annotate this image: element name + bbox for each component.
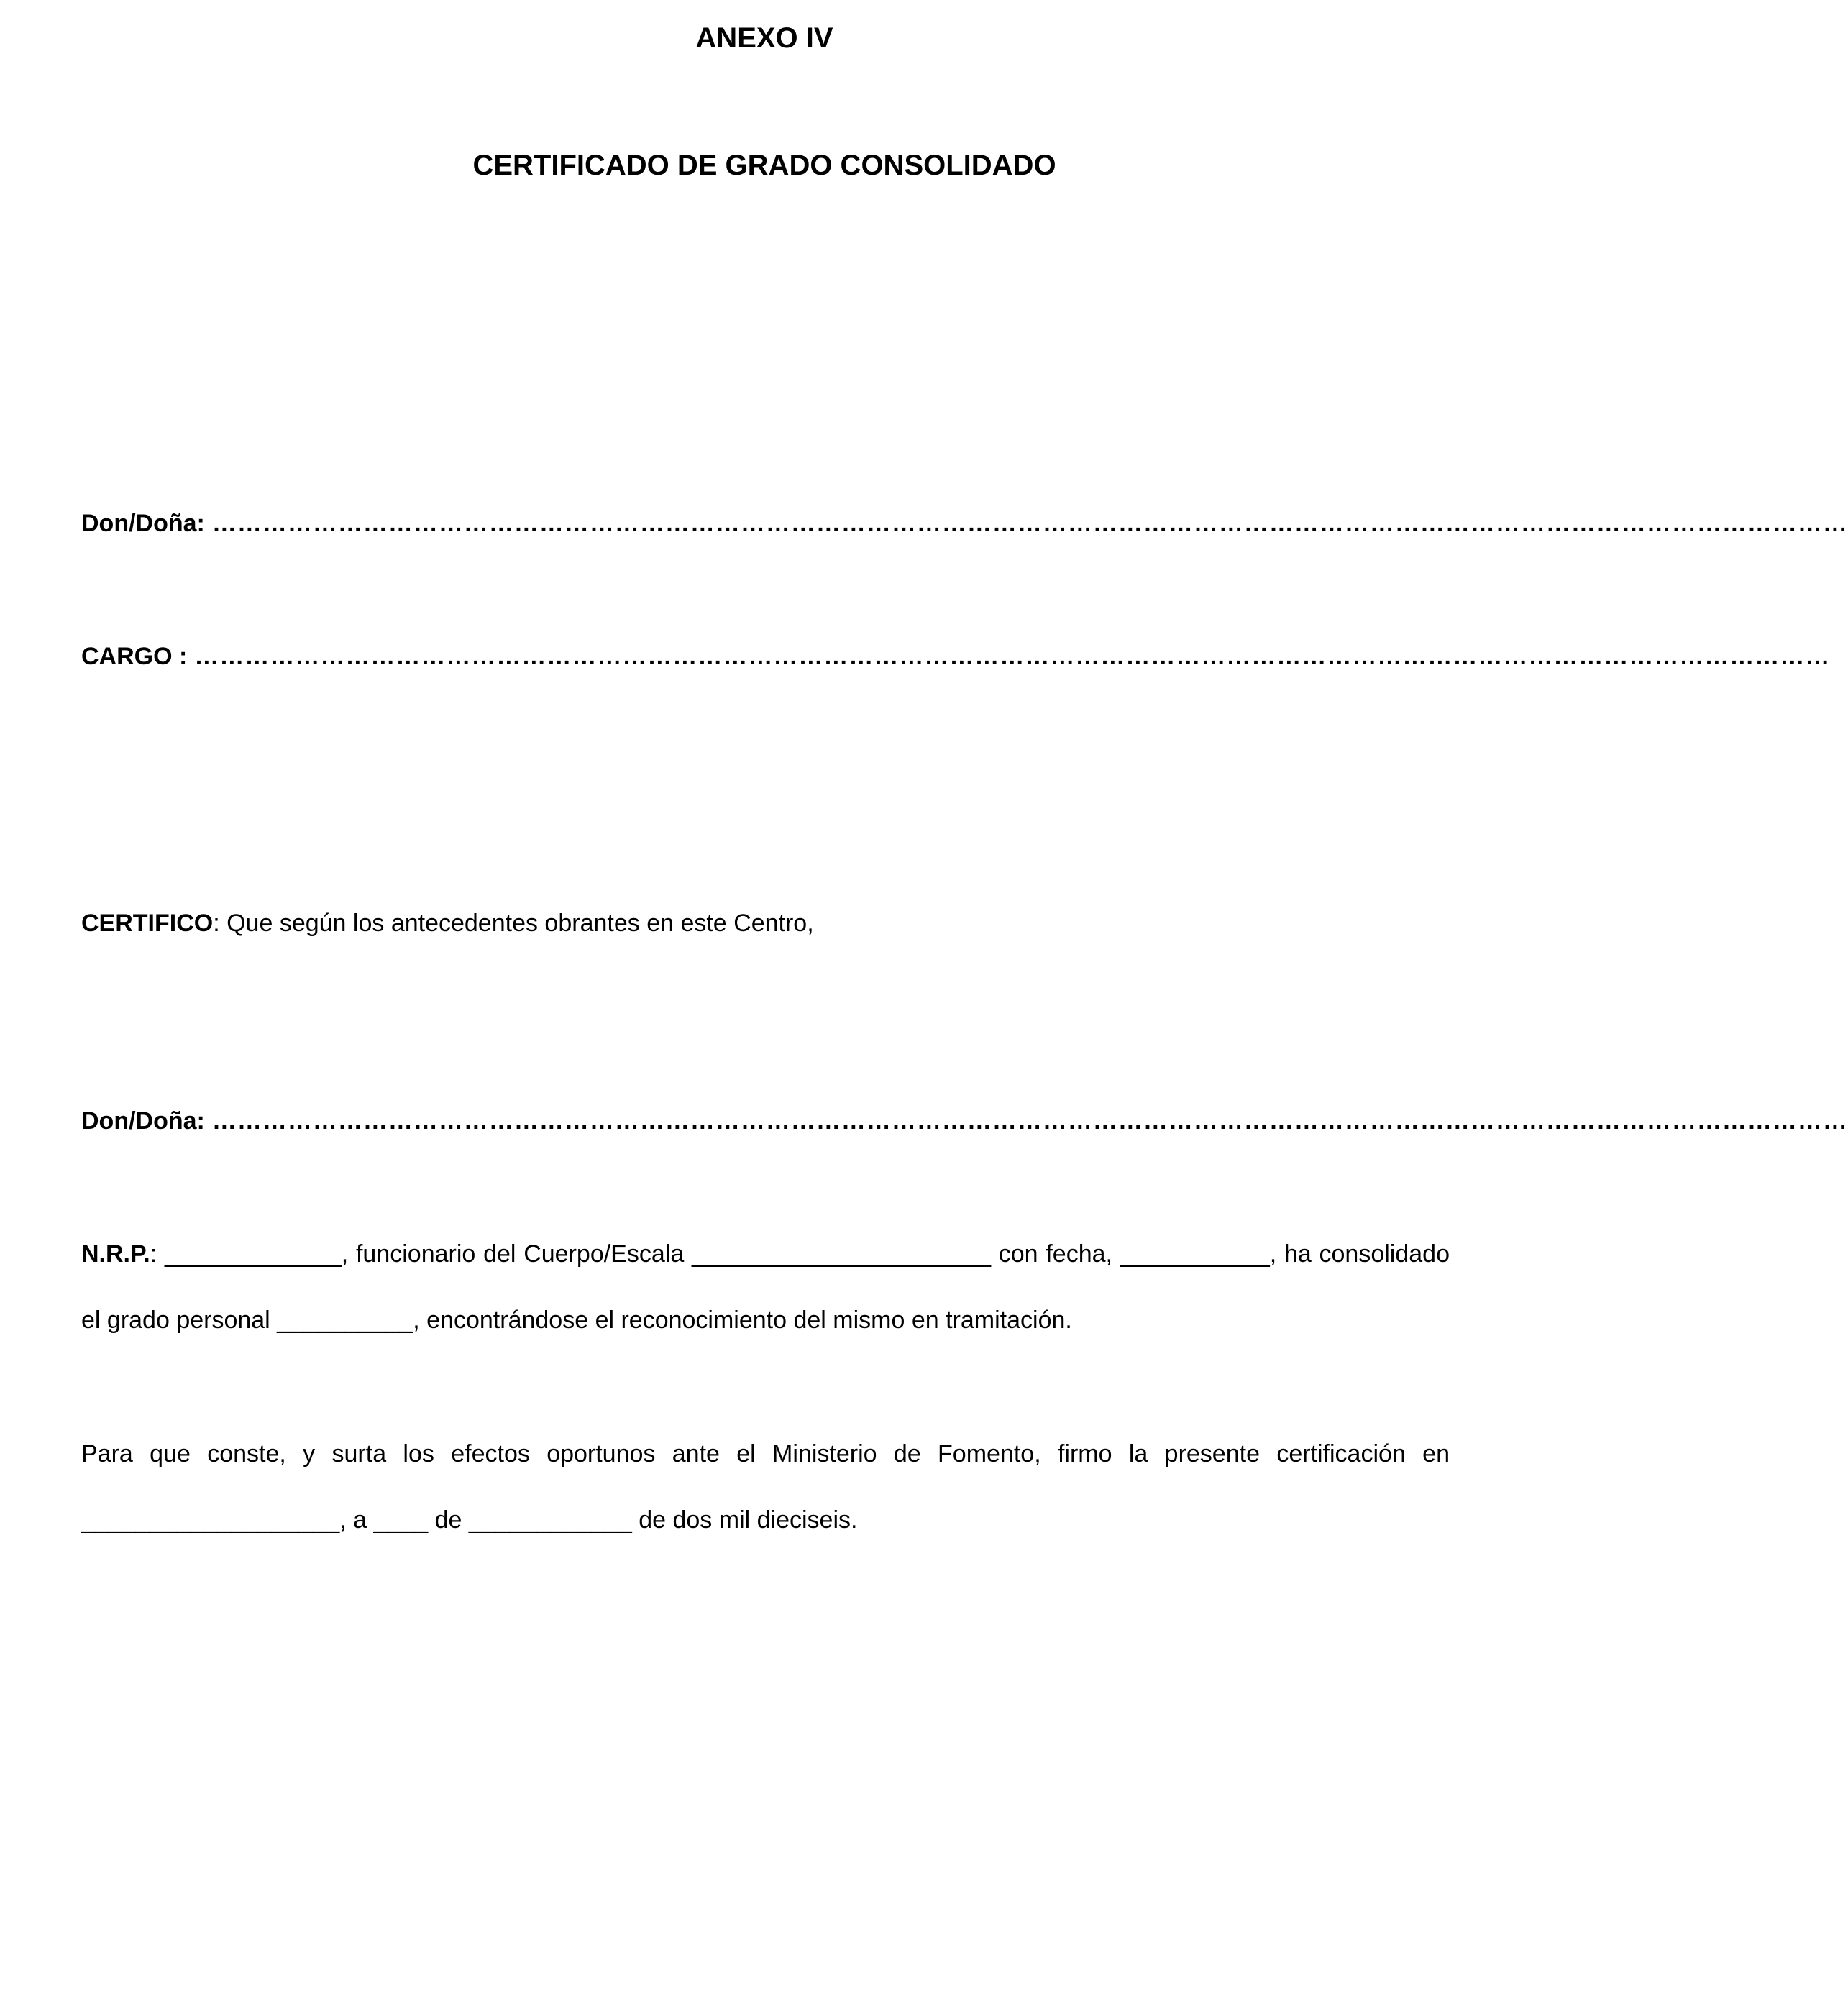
field-label: Don/Doña: [81,1107,205,1135]
nrp-line-2: el grado personal __________, encontrándose el reconocimiento del mismo en tramitación. [81,1306,1072,1334]
field-label: CARGO : [81,643,188,670]
annex-title: ANEXO IV [695,22,833,54]
dotted-fill-line: …………………………………………………………………………………………………………………………………………………………………………… [211,1107,1848,1135]
document-title: CERTIFICADO DE GRADO CONSOLIDADO [472,150,1056,181]
certifico-statement [81,907,814,939]
dotted-fill-line: …………………………………………………………………………………………………………………………………………………………………………… [194,643,1831,670]
field-don-dona-1[interactable] [81,508,1848,539]
certifico-label: CERTIFICO [81,910,214,937]
field-cargo[interactable] [81,641,1831,672]
field-don-dona-2[interactable] [81,1105,1848,1137]
dotted-fill-line: …………………………………………………………………………………………………………………………………………………………………………… [211,510,1848,537]
nrp-text-1: : _____________, funcionario del Cuerpo/Escala ______________________ con fecha, ___________, ha consolidado [150,1240,1450,1268]
closing-line-2: ___________________, a ____ de ____________ de dos mil dieciseis. [81,1506,858,1534]
nrp-label: N.R.P. [81,1240,150,1268]
certifico-text: : Que según los antecedentes obrantes en este Centro, [213,910,814,937]
field-label: Don/Doña: [81,510,205,537]
nrp-line-1 [81,1238,1450,1270]
closing-line-1: Para que conste, y surta los efectos oportunos ante el Ministerio de Fomento, firmo la presente certificación en [81,1440,1450,1468]
